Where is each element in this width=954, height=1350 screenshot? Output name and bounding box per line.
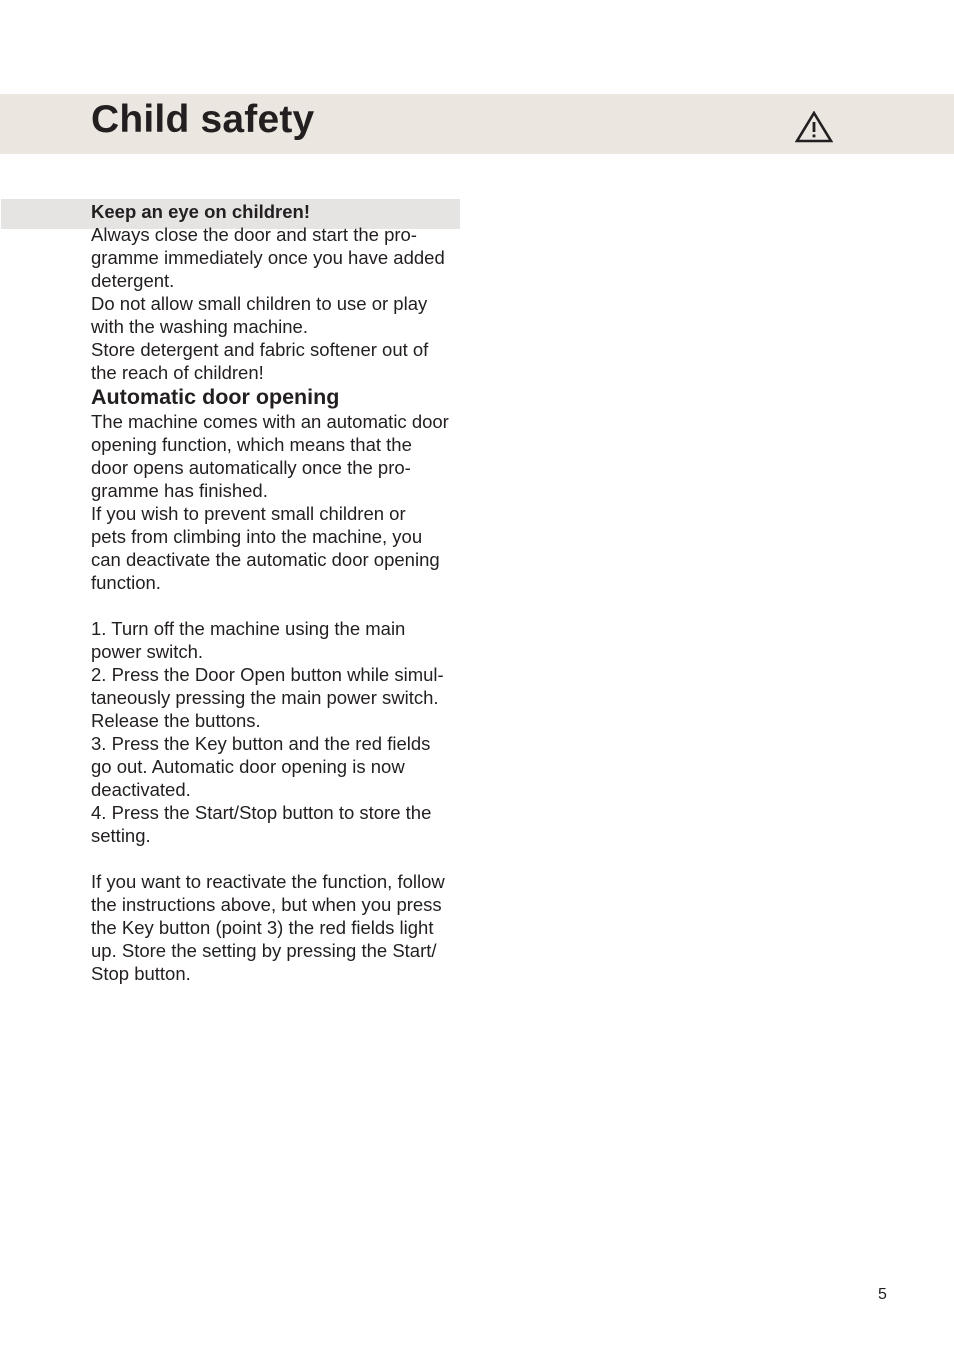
- paragraph-line: detergent.: [91, 270, 175, 291]
- paragraph-line: pets from climbing into the machine, you: [91, 526, 423, 547]
- step-line: taneously pressing the main power switch.: [91, 687, 439, 708]
- section-heading: Automatic door opening: [91, 385, 340, 409]
- paragraph-line: with the washing machine.: [91, 316, 308, 337]
- page-number: 5: [878, 1286, 887, 1303]
- section-heading: Keep an eye on children!: [91, 201, 310, 222]
- page-title: Child safety: [91, 98, 315, 141]
- step-line: 4. Press the Start/Stop button to store the: [91, 802, 432, 823]
- step-line: go out. Automatic door opening is now: [91, 756, 405, 777]
- paragraph-line: opening function, which means that the: [91, 434, 412, 455]
- main-content: [91, 200, 463, 985]
- paragraph-line: Do not allow small children to use or play: [91, 293, 428, 314]
- step-line: Release the buttons.: [91, 710, 261, 731]
- warning-triangle-icon: [795, 111, 833, 143]
- paragraph-gap: [91, 594, 463, 617]
- paragraph-line: can deactivate the automatic door opening: [91, 549, 440, 570]
- step-line: power switch.: [91, 641, 204, 662]
- paragraph-line: gramme immediately once you have added: [91, 247, 445, 268]
- paragraph-line: Stop button.: [91, 963, 191, 984]
- paragraph-line: Store detergent and fabric softener out of: [91, 339, 429, 360]
- paragraph-line: the reach of children!: [91, 362, 264, 383]
- paragraph-line: the Key button (point 3) the red fields light: [91, 917, 434, 938]
- paragraph-line: If you want to reactivate the function, follow: [91, 871, 445, 892]
- paragraph-line: gramme has finished.: [91, 480, 268, 501]
- step-line: 2. Press the Door Open button while simul-: [91, 664, 444, 685]
- paragraph-line: The machine comes with an automatic door: [91, 411, 449, 432]
- paragraph-line: Always close the door and start the pro-: [91, 224, 417, 245]
- section-keep-eye-on-children: [91, 200, 463, 384]
- step-line: deactivated.: [91, 779, 191, 800]
- step-line: 3. Press the Key button and the red fields: [91, 733, 431, 754]
- step-line: 1. Turn off the machine using the main: [91, 618, 406, 639]
- section-automatic-door-opening: [91, 384, 463, 985]
- paragraph-line: function.: [91, 572, 161, 593]
- paragraph-line: up. Store the setting by pressing the Start/: [91, 940, 437, 961]
- step-line: setting.: [91, 825, 151, 846]
- paragraph-line: If you wish to prevent small children or: [91, 503, 406, 524]
- paragraph-gap: [91, 847, 463, 870]
- paragraph-line: door opens automatically once the pro-: [91, 457, 411, 478]
- paragraph-line: the instructions above, but when you press: [91, 894, 442, 915]
